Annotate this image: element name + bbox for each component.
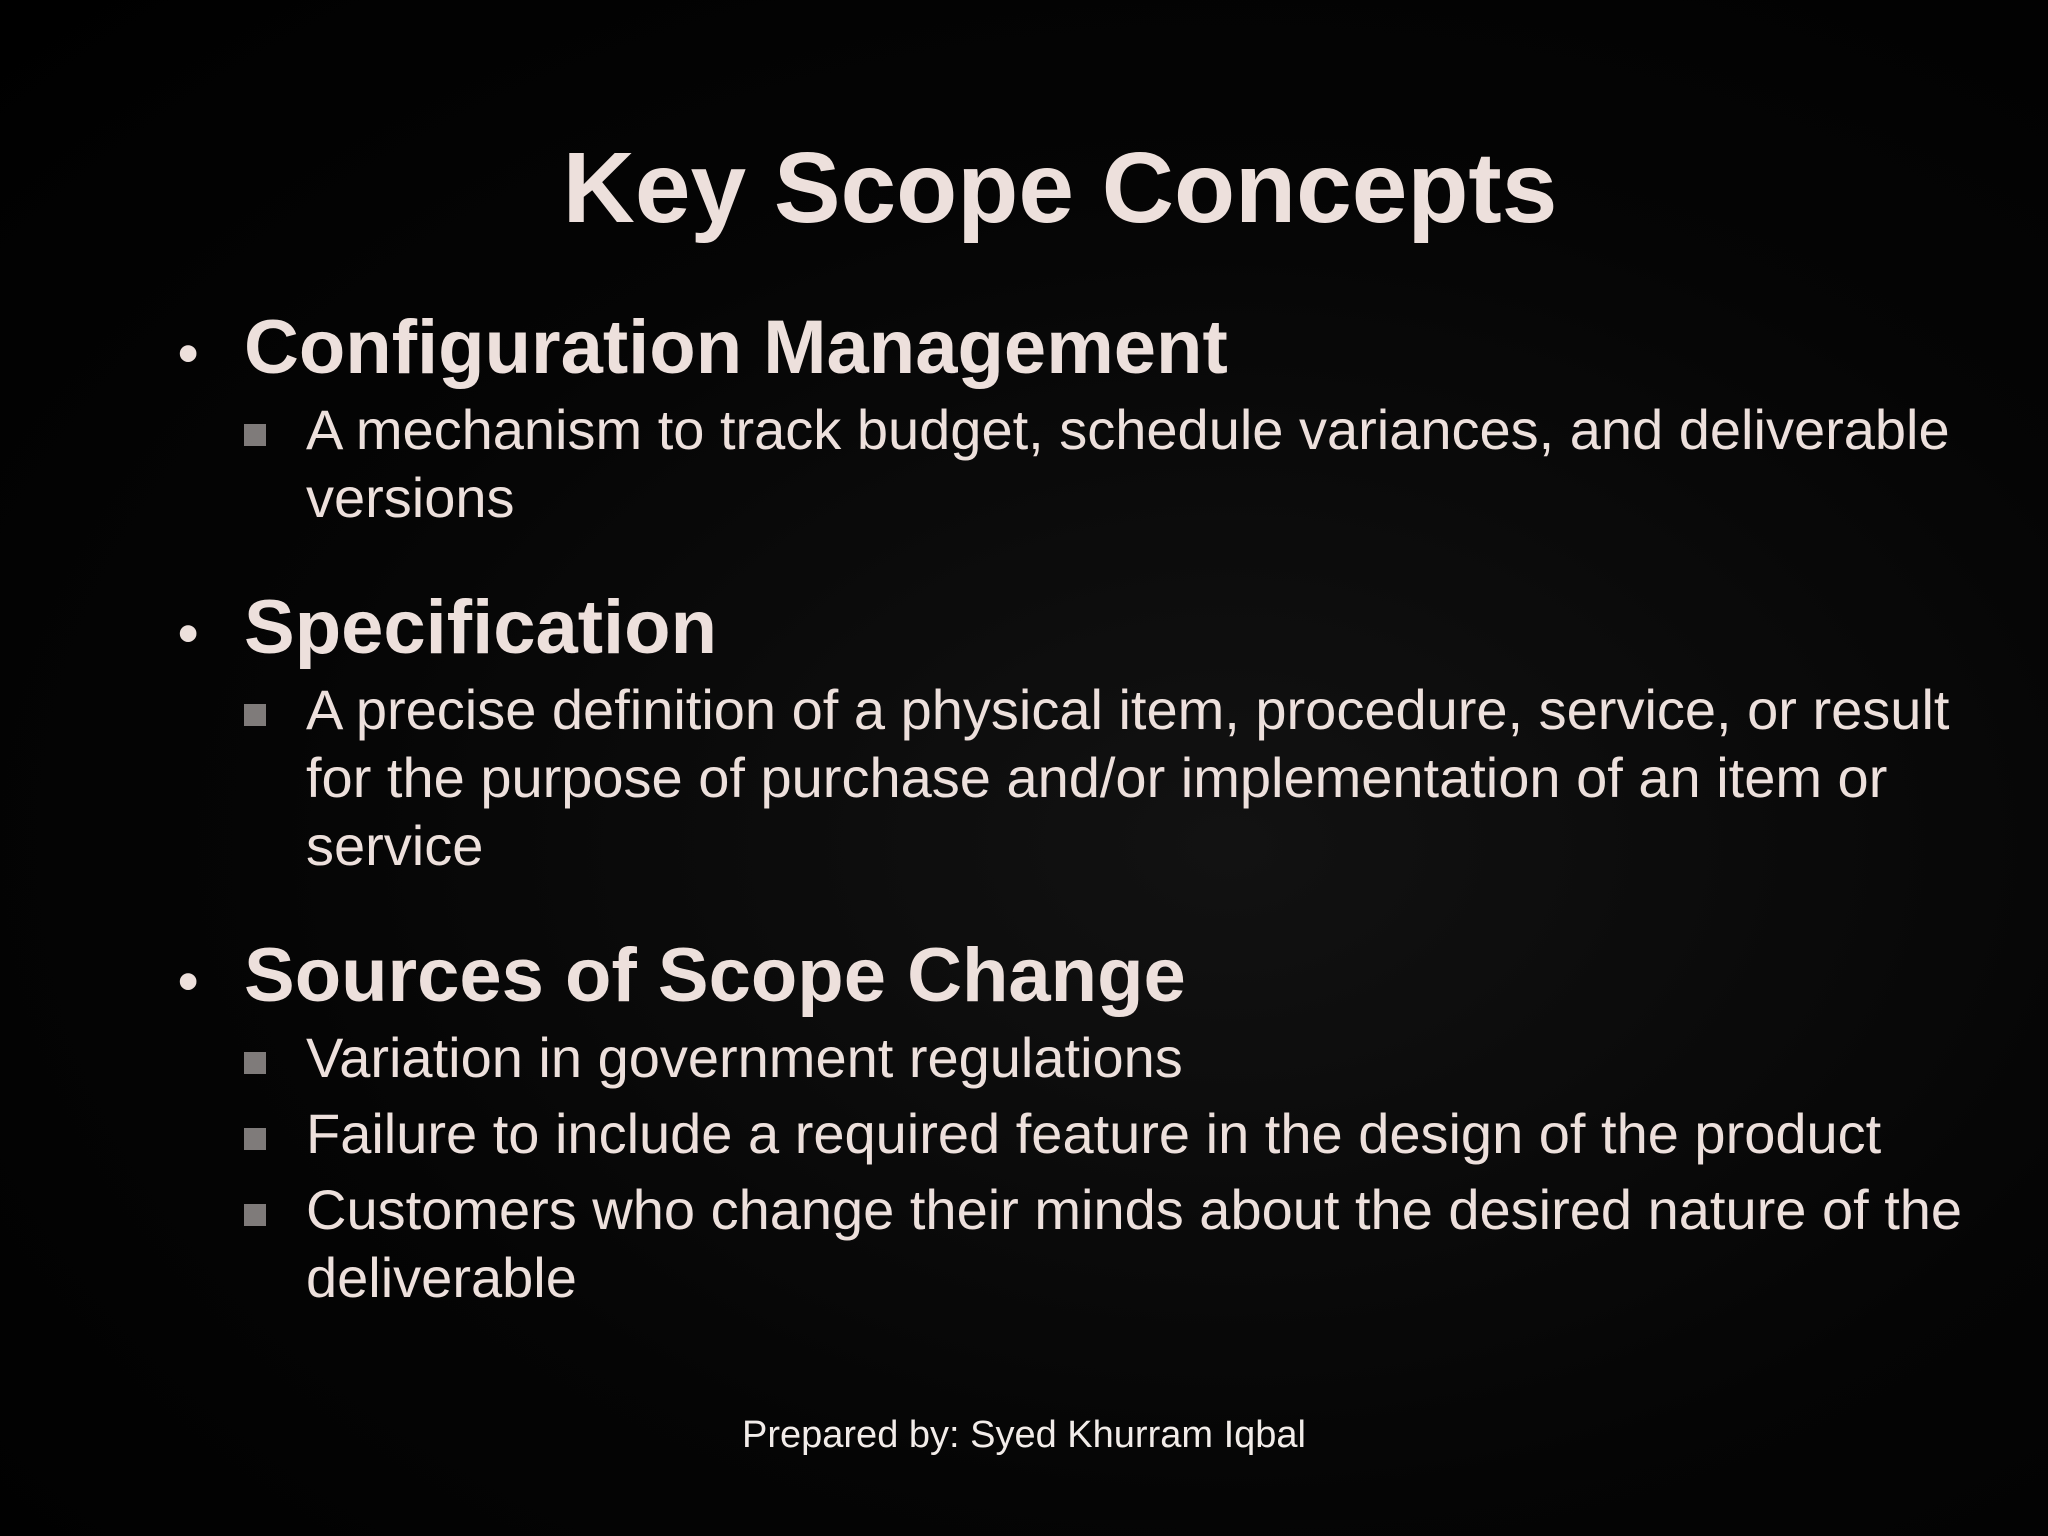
sub-bullet-item bbox=[244, 1176, 2018, 1312]
slide-content bbox=[178, 300, 2018, 1360]
section-heading: Specification bbox=[244, 585, 717, 670]
sub-bullet-item bbox=[244, 396, 2018, 532]
bullet-dot-icon: • bbox=[178, 601, 199, 666]
section-heading: Sources of Scope Change bbox=[244, 933, 1186, 1018]
section-sources-of-scope-change bbox=[178, 928, 2018, 1312]
square-bullet-icon bbox=[244, 1052, 266, 1074]
slide-title: Key Scope Concepts bbox=[562, 132, 1558, 244]
sub-bullet-item bbox=[244, 1024, 2018, 1092]
sub-bullet-item bbox=[244, 676, 2018, 880]
sub-bullet-text: A precise definition of a physical item, procedure, service, or result for the purpose of purchase and/or implementation of an item or service bbox=[306, 678, 1950, 877]
section-heading-row bbox=[178, 300, 2018, 396]
section-heading: Configuration Management bbox=[244, 305, 1228, 390]
sub-bullet-list bbox=[178, 396, 2018, 532]
square-bullet-icon bbox=[244, 424, 266, 446]
square-bullet-icon bbox=[244, 1128, 266, 1150]
bullet-dot-icon: • bbox=[178, 321, 199, 386]
square-bullet-icon bbox=[244, 704, 266, 726]
sub-bullet-text: Failure to include a required feature in the design of the product bbox=[306, 1102, 1882, 1165]
section-heading-row bbox=[178, 928, 2018, 1024]
section-heading-row bbox=[178, 580, 2018, 676]
sub-bullet-item bbox=[244, 1100, 2018, 1168]
section-configuration-management bbox=[178, 300, 2018, 532]
section-specification bbox=[178, 580, 2018, 880]
sub-bullet-list bbox=[178, 1024, 2018, 1312]
sub-bullet-text: Variation in government regulations bbox=[306, 1026, 1183, 1089]
slide-footer: Prepared by: Syed Khurram Iqbal bbox=[742, 1414, 1306, 1456]
bullet-dot-icon: • bbox=[178, 949, 199, 1014]
sub-bullet-text: A mechanism to track budget, schedule variances, and deliverable versions bbox=[306, 398, 1950, 529]
square-bullet-icon bbox=[244, 1204, 266, 1226]
sub-bullet-text: Customers who change their minds about the desired nature of the deliverable bbox=[306, 1178, 1963, 1309]
sub-bullet-list bbox=[178, 676, 2018, 880]
